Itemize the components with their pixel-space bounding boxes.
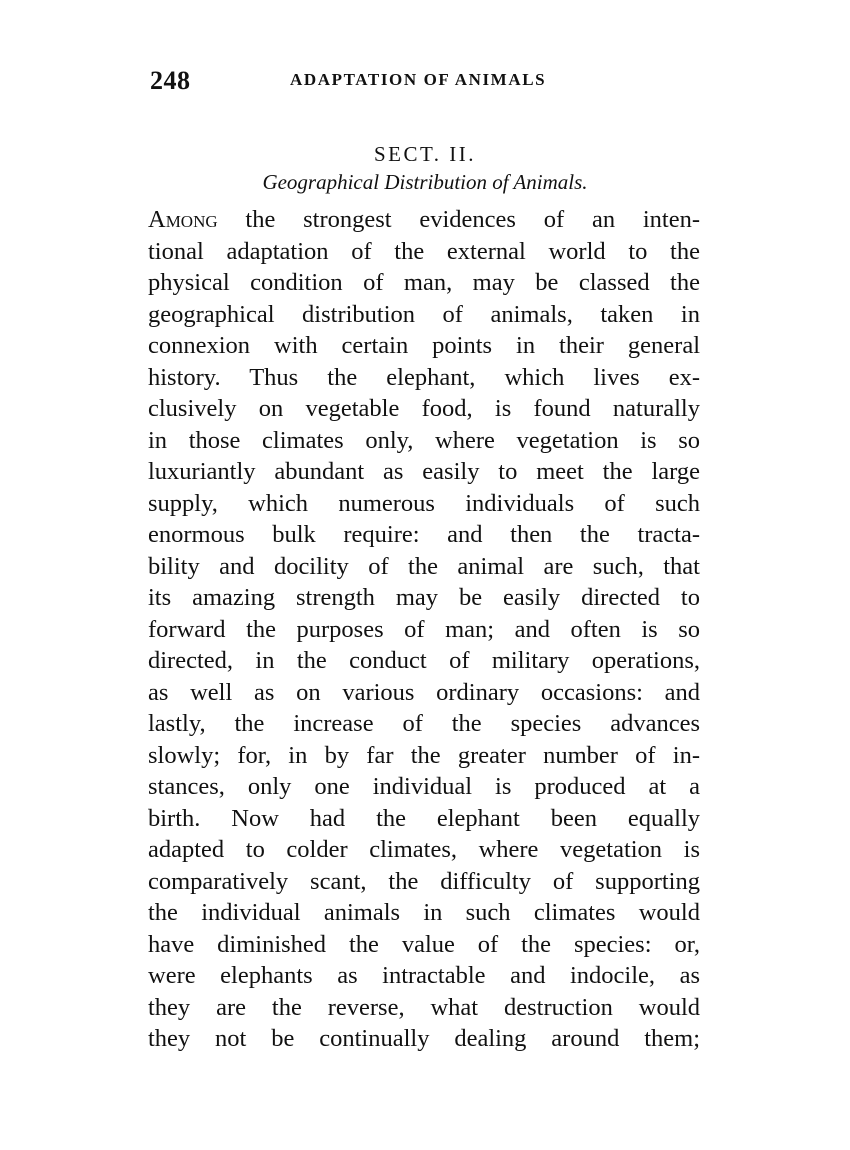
text-line: directed, in the conduct of military operations, <box>148 647 700 674</box>
body-text <box>148 204 700 1055</box>
text-line: they not be continually dealing around them; <box>148 1025 700 1052</box>
text-line: forward the purposes of man; and often is so <box>148 615 700 643</box>
section-heading: SECT. II. <box>373 142 477 166</box>
text-line <box>148 204 700 236</box>
text-line: tional adaptation of the external world to the <box>148 237 700 265</box>
text-line: stances, only one individual is produced at a <box>148 773 700 800</box>
text-line: supply, which numerous individuals of such <box>148 489 700 517</box>
text-line: lastly, the increase of the species advances <box>148 710 700 737</box>
text-line: bility and docility of the animal are such, that <box>148 552 700 580</box>
text-line: have diminished the value of the species: or, <box>148 930 700 958</box>
opening-word: Among <box>148 206 218 233</box>
text-line: comparatively scant, the difficulty of supporting <box>148 867 700 895</box>
text-line: were elephants as intractable and indocile, as <box>148 962 700 989</box>
text-line: clusively on vegetable food, is found naturally <box>148 395 700 422</box>
text-line: birth. Now had the elephant been equally <box>148 804 700 832</box>
text-line: adapted to colder climates, where vegetation is <box>148 836 700 863</box>
text-line: geographical distribution of animals, taken in <box>148 300 700 328</box>
text-line: they are the reverse, what destruction would <box>148 993 700 1021</box>
text-line: slowly; for, in by far the greater number of in- <box>148 741 700 769</box>
text-line: connexion with certain points in their general <box>148 332 700 359</box>
text-line: its amazing strength may be easily directed to <box>148 584 700 611</box>
text-line: luxuriantly abundant as easily to meet the large <box>148 458 700 485</box>
text-line: enormous bulk require: and then the tracta- <box>148 521 700 548</box>
running-title: ADAPTATION OF ANIMALS <box>290 70 547 89</box>
first-line-rest: the strongest evidences of an inten- <box>217 206 700 233</box>
text-line: physical condition of man, may be classed the <box>148 269 700 296</box>
text-line: the individual animals in such climates would <box>148 899 700 926</box>
text-line: in those climates only, where vegetation is so <box>148 426 700 454</box>
page-number: 248 <box>150 66 191 95</box>
running-head <box>150 66 710 96</box>
section-subtitle: Geographical Distribution of Animals. <box>262 170 588 194</box>
text-line: as well as on various ordinary occasions: and <box>148 678 700 706</box>
text-line: history. Thus the elephant, which lives ex- <box>148 363 700 391</box>
